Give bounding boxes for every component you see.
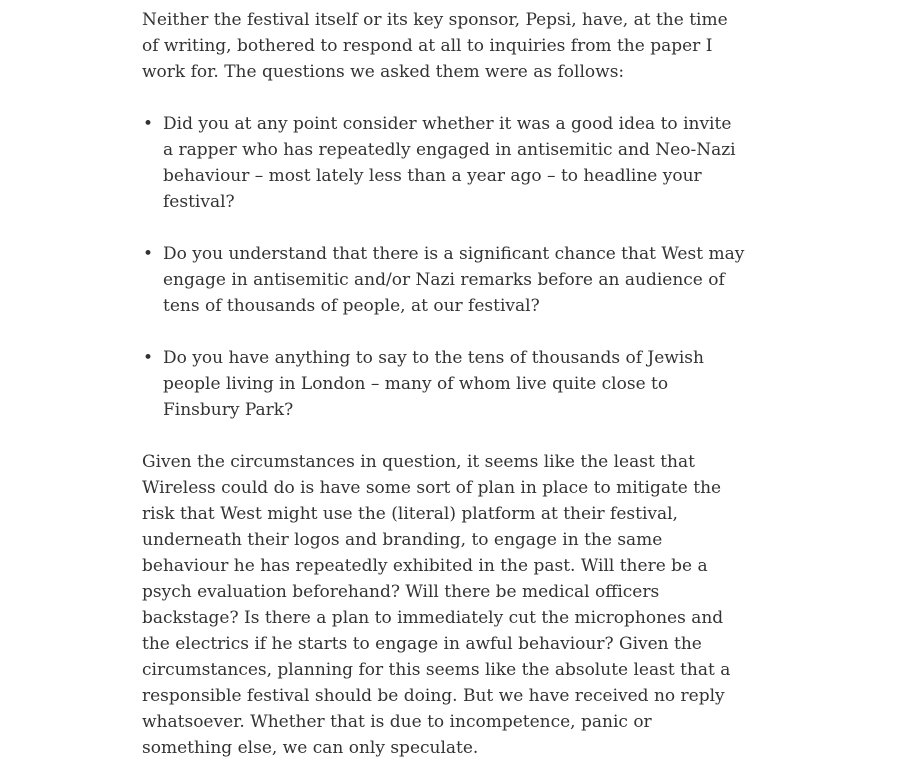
list-item	[143, 111, 746, 215]
list-item	[143, 241, 746, 319]
conclusion-paragraph: Given the circumstances in question, it seems like the least that Wireless could do is have some sort of plan in place to mitigate the risk that West might use the (literal) platform at their festival, underneath their logos and branding, to engage in the same behaviour he has repeatedly exhibited in the past. Will there be a psych evaluation beforehand? Will there be medical officers backstage? Is there a plan to immediately cut the microphones and the electrics if he starts to engage in awful behaviour? Given the circumstances, planning for this seems like the absolute least that a responsible festival should be doing. But we have received no reply whatsoever. Whether that is due to incompetence, panic or something else, we can only speculate.	[142, 452, 731, 758]
intro-paragraph: Neither the festival itself or its key sponsor, Pepsi, have, at the time of writing, bothered to respond at all to inquiries from the paper I work for. The questions we asked them were as follows:	[142, 10, 728, 82]
question-text: Did you at any point consider whether it was a good idea to invite a rapper who has repeatedly engaged in antisemitic and Neo-Nazi behaviour – most lately less than a year ago – to headline your festival?	[163, 114, 736, 212]
questions-list	[142, 111, 746, 423]
article-body	[142, 7, 746, 761]
list-item	[143, 345, 746, 423]
question-text: Do you understand that there is a significant chance that West may engage in antisemitic and/or Nazi remarks before an audience of tens of thousands of people, at our festival?	[163, 244, 745, 316]
bullet-icon: •	[143, 114, 154, 134]
bullet-icon: •	[143, 244, 154, 264]
question-text: Do you have anything to say to the tens of thousands of Jewish people living in London – many of whom live quite close to Finsbury Park?	[163, 348, 704, 420]
bullet-icon: •	[143, 348, 154, 368]
